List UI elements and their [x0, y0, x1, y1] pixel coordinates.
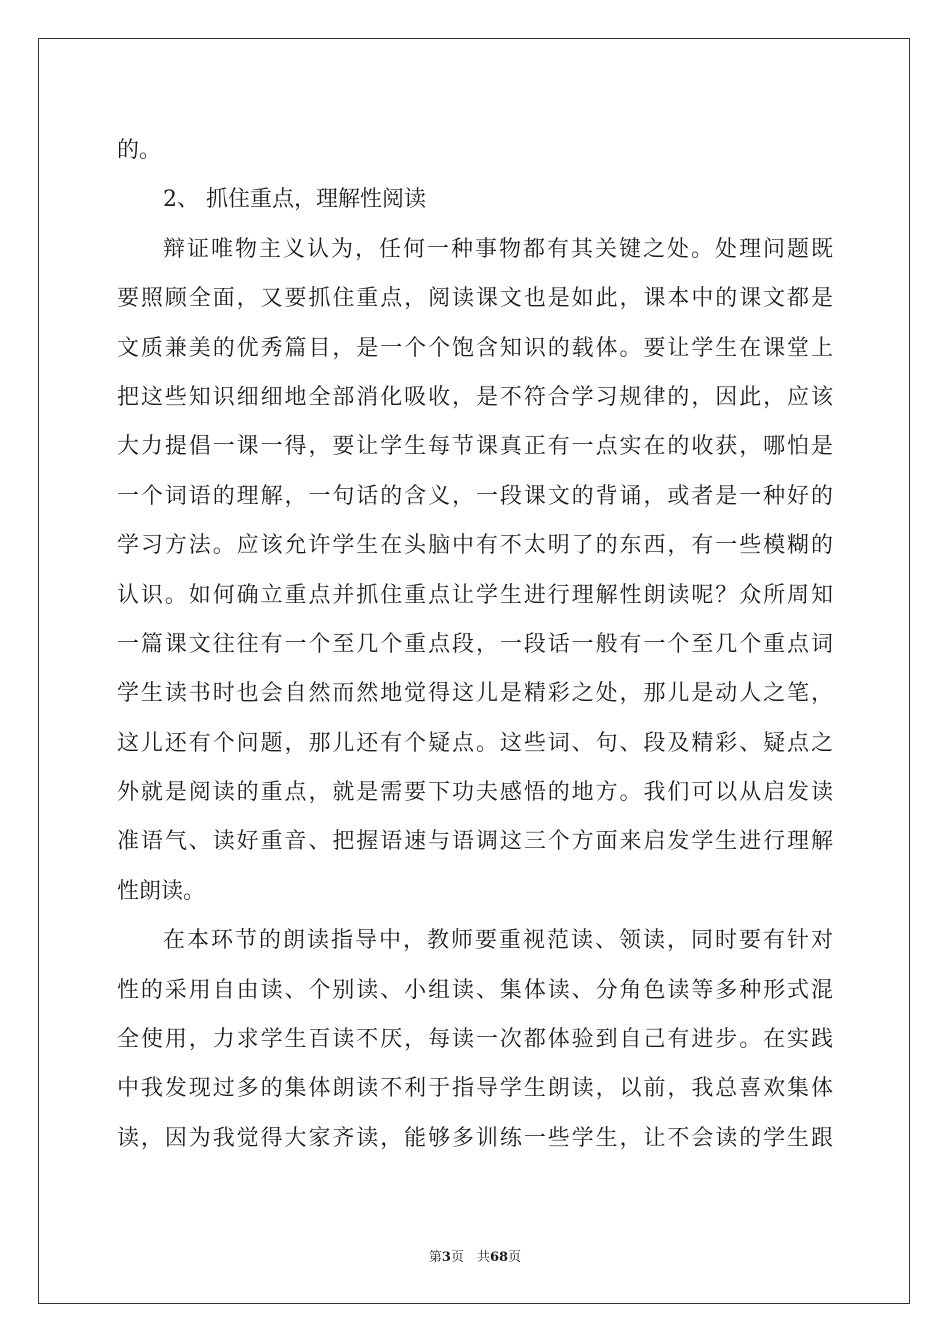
text-line: 认识。如何确立重点并抓住重点让学生进行理解性朗读呢？众所周知 — [117, 582, 833, 608]
text-line: 外就是阅读的重点，就是需要下功夫感悟的地方。我们可以从启发读 — [117, 780, 833, 806]
text-line: 文质兼美的优秀篇目，是一个个饱含知识的载体。要让学生在课堂上 — [117, 335, 833, 361]
text-line: 学习方法。应该允许学生在头脑中有不太明了的东西，有一些模糊的 — [117, 533, 833, 559]
text-line: 2、 抓住重点，理解性阅读 — [163, 187, 426, 213]
document-body — [117, 126, 833, 1163]
text-line: 把这些知识细细地全部消化吸收，是不符合学习规律的，因此，应该 — [117, 384, 833, 410]
text-line: 准语气、读好重音、把握语速与语调这三个方面来启发学生进行理解 — [117, 829, 833, 855]
text-line: 全使用，力求学生百读不厌，每读一次都体验到自己有进步。在实践 — [117, 1027, 833, 1053]
footer-suffix: 页 — [508, 1250, 522, 1265]
text-line: 读，因为我觉得大家齐读，能够多训练一些学生，让不会读的学生跟 — [117, 1125, 833, 1151]
text-line: 中我发现过多的集体朗读不利于指导学生朗读，以前，我总喜欢集体 — [117, 1076, 833, 1102]
text-line: 要照顾全面，又要抓住重点，阅读课文也是如此，课本中的课文都是 — [117, 286, 833, 312]
footer-mid: 页 共 — [450, 1250, 490, 1265]
current-page-number: 3 — [441, 1250, 451, 1265]
text-line: 在本环节的朗读指导中，教师要重视范读、领读，同时要有针对 — [163, 928, 833, 954]
text-line: 大力提倡一课一得，要让学生每节课真正有一点实在的收获，哪怕是 — [117, 434, 833, 460]
text-line: 学生读书时也会自然而然地觉得这儿是精彩之处，那儿是动人之笔， — [117, 681, 833, 707]
text-line: 性的采用自由读、个别读、小组读、集体读、分角色读等多种形式混 — [117, 977, 833, 1003]
page-footer — [0, 1246, 950, 1265]
text-line: 一篇课文往往有一个至几个重点段，一段话一般有一个至几个重点词 — [117, 631, 833, 657]
text-line: 一个词语的理解，一句话的含义，一段课文的背诵，或者是一种好的 — [117, 483, 833, 509]
text-line: 辩证唯物主义认为，任何一种事物都有其关键之处。处理问题既 — [163, 236, 833, 262]
text-line: 这儿还有个问题，那儿还有个疑点。这些词、句、段及精彩、疑点之 — [117, 730, 833, 756]
total-page-count: 68 — [489, 1250, 509, 1265]
text-line: 的。 — [117, 138, 162, 163]
text-line: 性朗读。 — [117, 878, 206, 904]
footer-prefix: 第 — [428, 1250, 442, 1265]
